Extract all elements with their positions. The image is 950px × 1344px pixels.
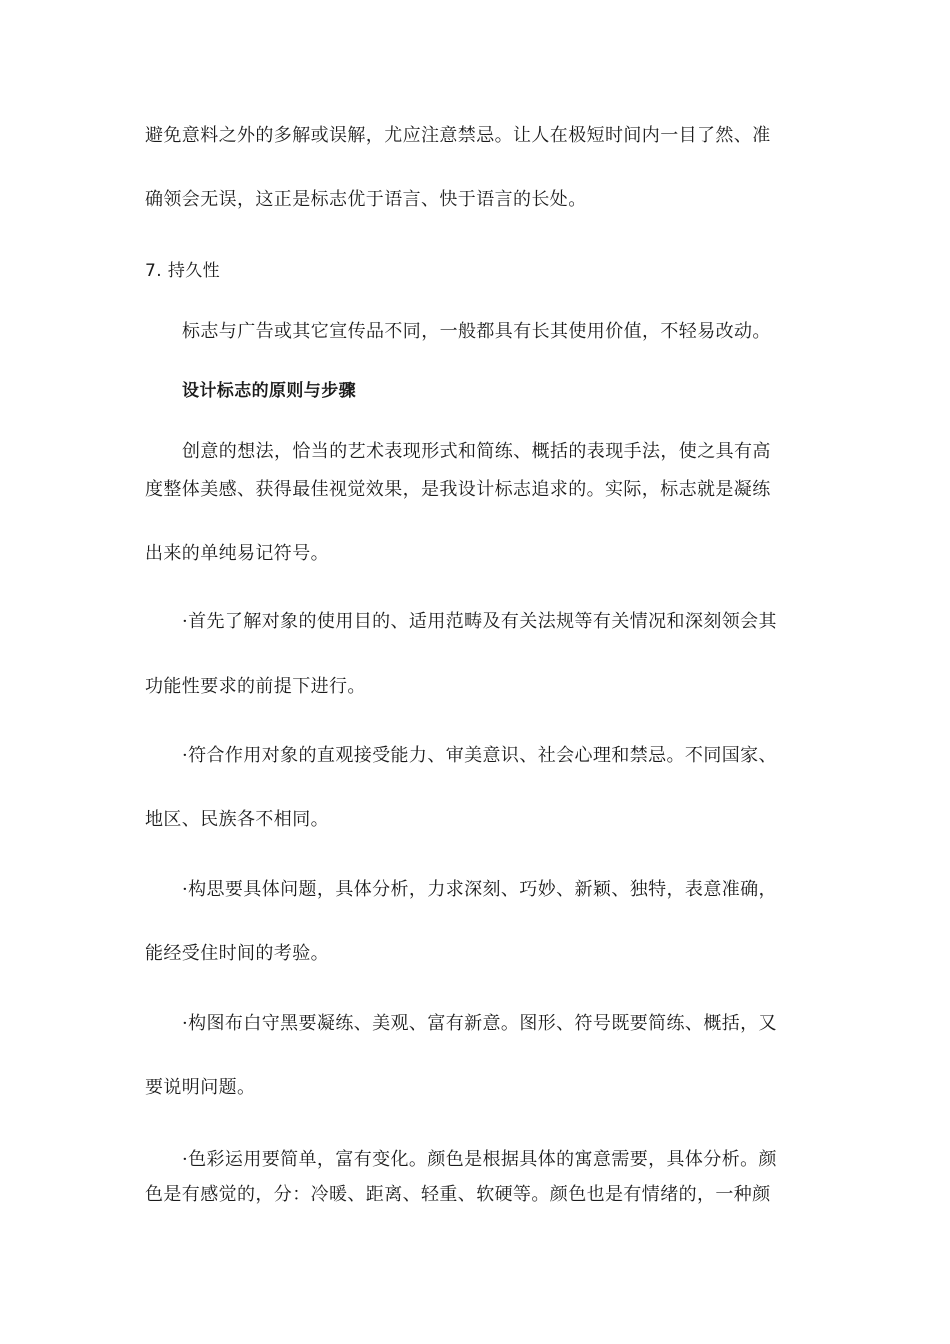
text-line: 确领会无误，这正是标志优于语言、快于语言的长处。 [145, 189, 587, 210]
text-line: 标志与广告或其它宣传品不同，一般都具有长其使用价值，不轻易改动。 [182, 321, 771, 342]
text-line: 出来的单纯易记符号。 [145, 543, 329, 564]
section-heading: 7. 持久性 [145, 261, 221, 281]
text-line: 避免意料之外的多解或误解，尤应注意禁忌。让人在极短时间内一目了然、准 [145, 125, 771, 146]
text-line: 能经受住时间的考验。 [145, 943, 329, 964]
text-line: 要说明问题。 [145, 1077, 256, 1098]
text-line: 地区、民族各不相同。 [145, 809, 329, 830]
bullet-line: ·符合作用对象的直观接受能力、审美意识、社会心理和禁忌。不同国家、 [182, 745, 777, 766]
text-line: 色是有感觉的，分：冷暖、距离、轻重、软硬等。颜色也是有情绪的，一种颜 [145, 1184, 771, 1205]
bullet-line: ·构思要具体问题，具体分析，力求深刻、巧妙、新颖、独特，表意准确， [182, 879, 777, 900]
bullet-line: ·色彩运用要简单，富有变化。颜色是根据具体的寓意需要，具体分析。颜 [182, 1149, 777, 1170]
bullet-line: ·构图布白守黑要凝练、美观、富有新意。图形、符号既要简练、概括，又 [182, 1013, 777, 1034]
text-line: 功能性要求的前提下进行。 [145, 676, 366, 697]
text-line: 创意的想法，恰当的艺术表现形式和简练、概括的表现手法，使之具有高 [182, 441, 771, 462]
subsection-heading: 设计标志的原则与步骤 [182, 381, 356, 401]
text-line: 度整体美感、获得最佳视觉效果，是我设计标志追求的。实际，标志就是凝练 [145, 479, 771, 500]
bullet-line: ·首先了解对象的使用目的、适用范畴及有关法规等有关情况和深刻领会其 [182, 611, 777, 632]
